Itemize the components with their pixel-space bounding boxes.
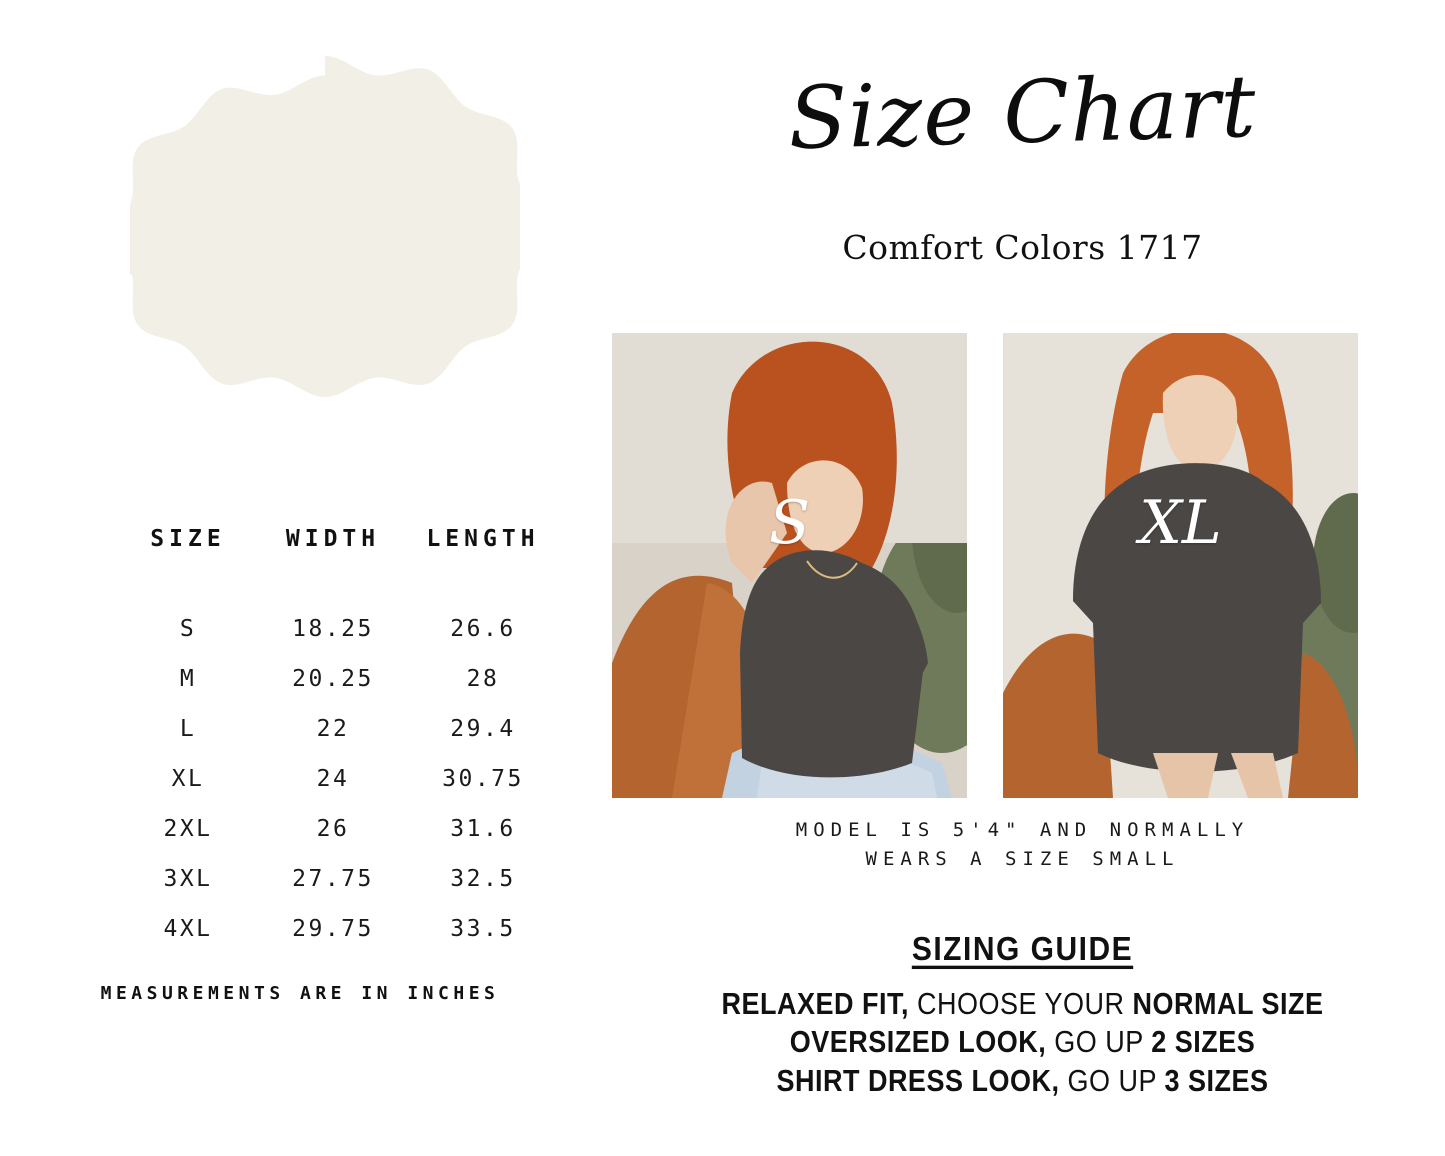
left-column [0, 0, 600, 1156]
table-row [118, 604, 558, 654]
page-title: Size Chart [787, 56, 1258, 170]
model-height-note: MODEL IS 5'4" AND NORMALLY WEARS A SIZE SMALL [795, 819, 1250, 870]
table-row [118, 754, 558, 804]
shirt-size-letter: S [768, 488, 811, 558]
cell-length: 28 [466, 666, 500, 692]
cell-size: S [179, 616, 197, 642]
table-row [118, 704, 558, 754]
cell-length: 26.6 [450, 616, 516, 642]
model-photo-xlarge [1003, 333, 1358, 798]
guide-line-bold-2: 3 SIZES [1164, 1063, 1269, 1098]
cell-width: 24 [316, 766, 350, 792]
model-photo-small [612, 333, 967, 798]
sizing-guide-line [600, 1059, 1445, 1102]
cell-size: 3XL [163, 866, 213, 892]
cell-width: 26 [316, 816, 350, 842]
decorative-scallop-shape [130, 52, 520, 442]
guide-line-bold-1: RELAXED FIT, [721, 987, 909, 1021]
shirt-size-letter: XL [1139, 488, 1222, 558]
cell-length: 30.75 [442, 766, 524, 792]
cell-size: XL [171, 766, 205, 792]
size-table [118, 525, 558, 954]
right-column [600, 0, 1445, 1156]
cell-length: 29.4 [450, 716, 516, 742]
sizing-guide-lines [600, 985, 1445, 1100]
cell-width: 27.75 [292, 866, 374, 892]
column-header-length: LENGTH [426, 526, 540, 552]
table-header-row [118, 525, 558, 604]
cell-size: L [179, 716, 197, 742]
table-row [118, 804, 558, 854]
model-photo-gallery [612, 333, 1432, 798]
cell-size: M [179, 666, 197, 692]
sizing-guide-line [600, 1021, 1445, 1064]
cell-width: 29.75 [292, 916, 374, 942]
cell-width: 22 [316, 716, 350, 742]
cell-width: 18.25 [292, 616, 374, 642]
table-row [118, 904, 558, 954]
table-row [118, 854, 558, 904]
sizing-guide-title: SIZING GUIDE [911, 930, 1134, 968]
guide-line-normal: GO UP [1059, 1063, 1165, 1098]
guide-line-bold-1: OVERSIZED LOOK, [789, 1025, 1047, 1060]
cell-length: 31.6 [450, 816, 516, 842]
cell-length: 33.5 [450, 916, 516, 942]
product-brand-model: Comfort Colors 1717 [842, 228, 1203, 267]
guide-line-bold-2: NORMAL SIZE [1132, 987, 1324, 1021]
guide-line-normal: CHOOSE YOUR [908, 987, 1133, 1021]
sizing-guide-line [600, 983, 1445, 1026]
table-row [118, 654, 558, 704]
column-header-width: WIDTH [285, 526, 381, 552]
column-header-size: SIZE [150, 526, 226, 552]
cell-length: 32.5 [450, 866, 516, 892]
cell-size: 4XL [163, 916, 213, 942]
cell-size: 2XL [163, 816, 213, 842]
cell-width: 20.25 [292, 666, 374, 692]
guide-line-bold-2: 2 SIZES [1151, 1025, 1256, 1060]
guide-line-normal: GO UP [1046, 1025, 1152, 1060]
guide-line-bold-1: SHIRT DRESS LOOK, [776, 1063, 1060, 1098]
measurement-units-note: MEASUREMENTS ARE IN INCHES [100, 983, 500, 1004]
